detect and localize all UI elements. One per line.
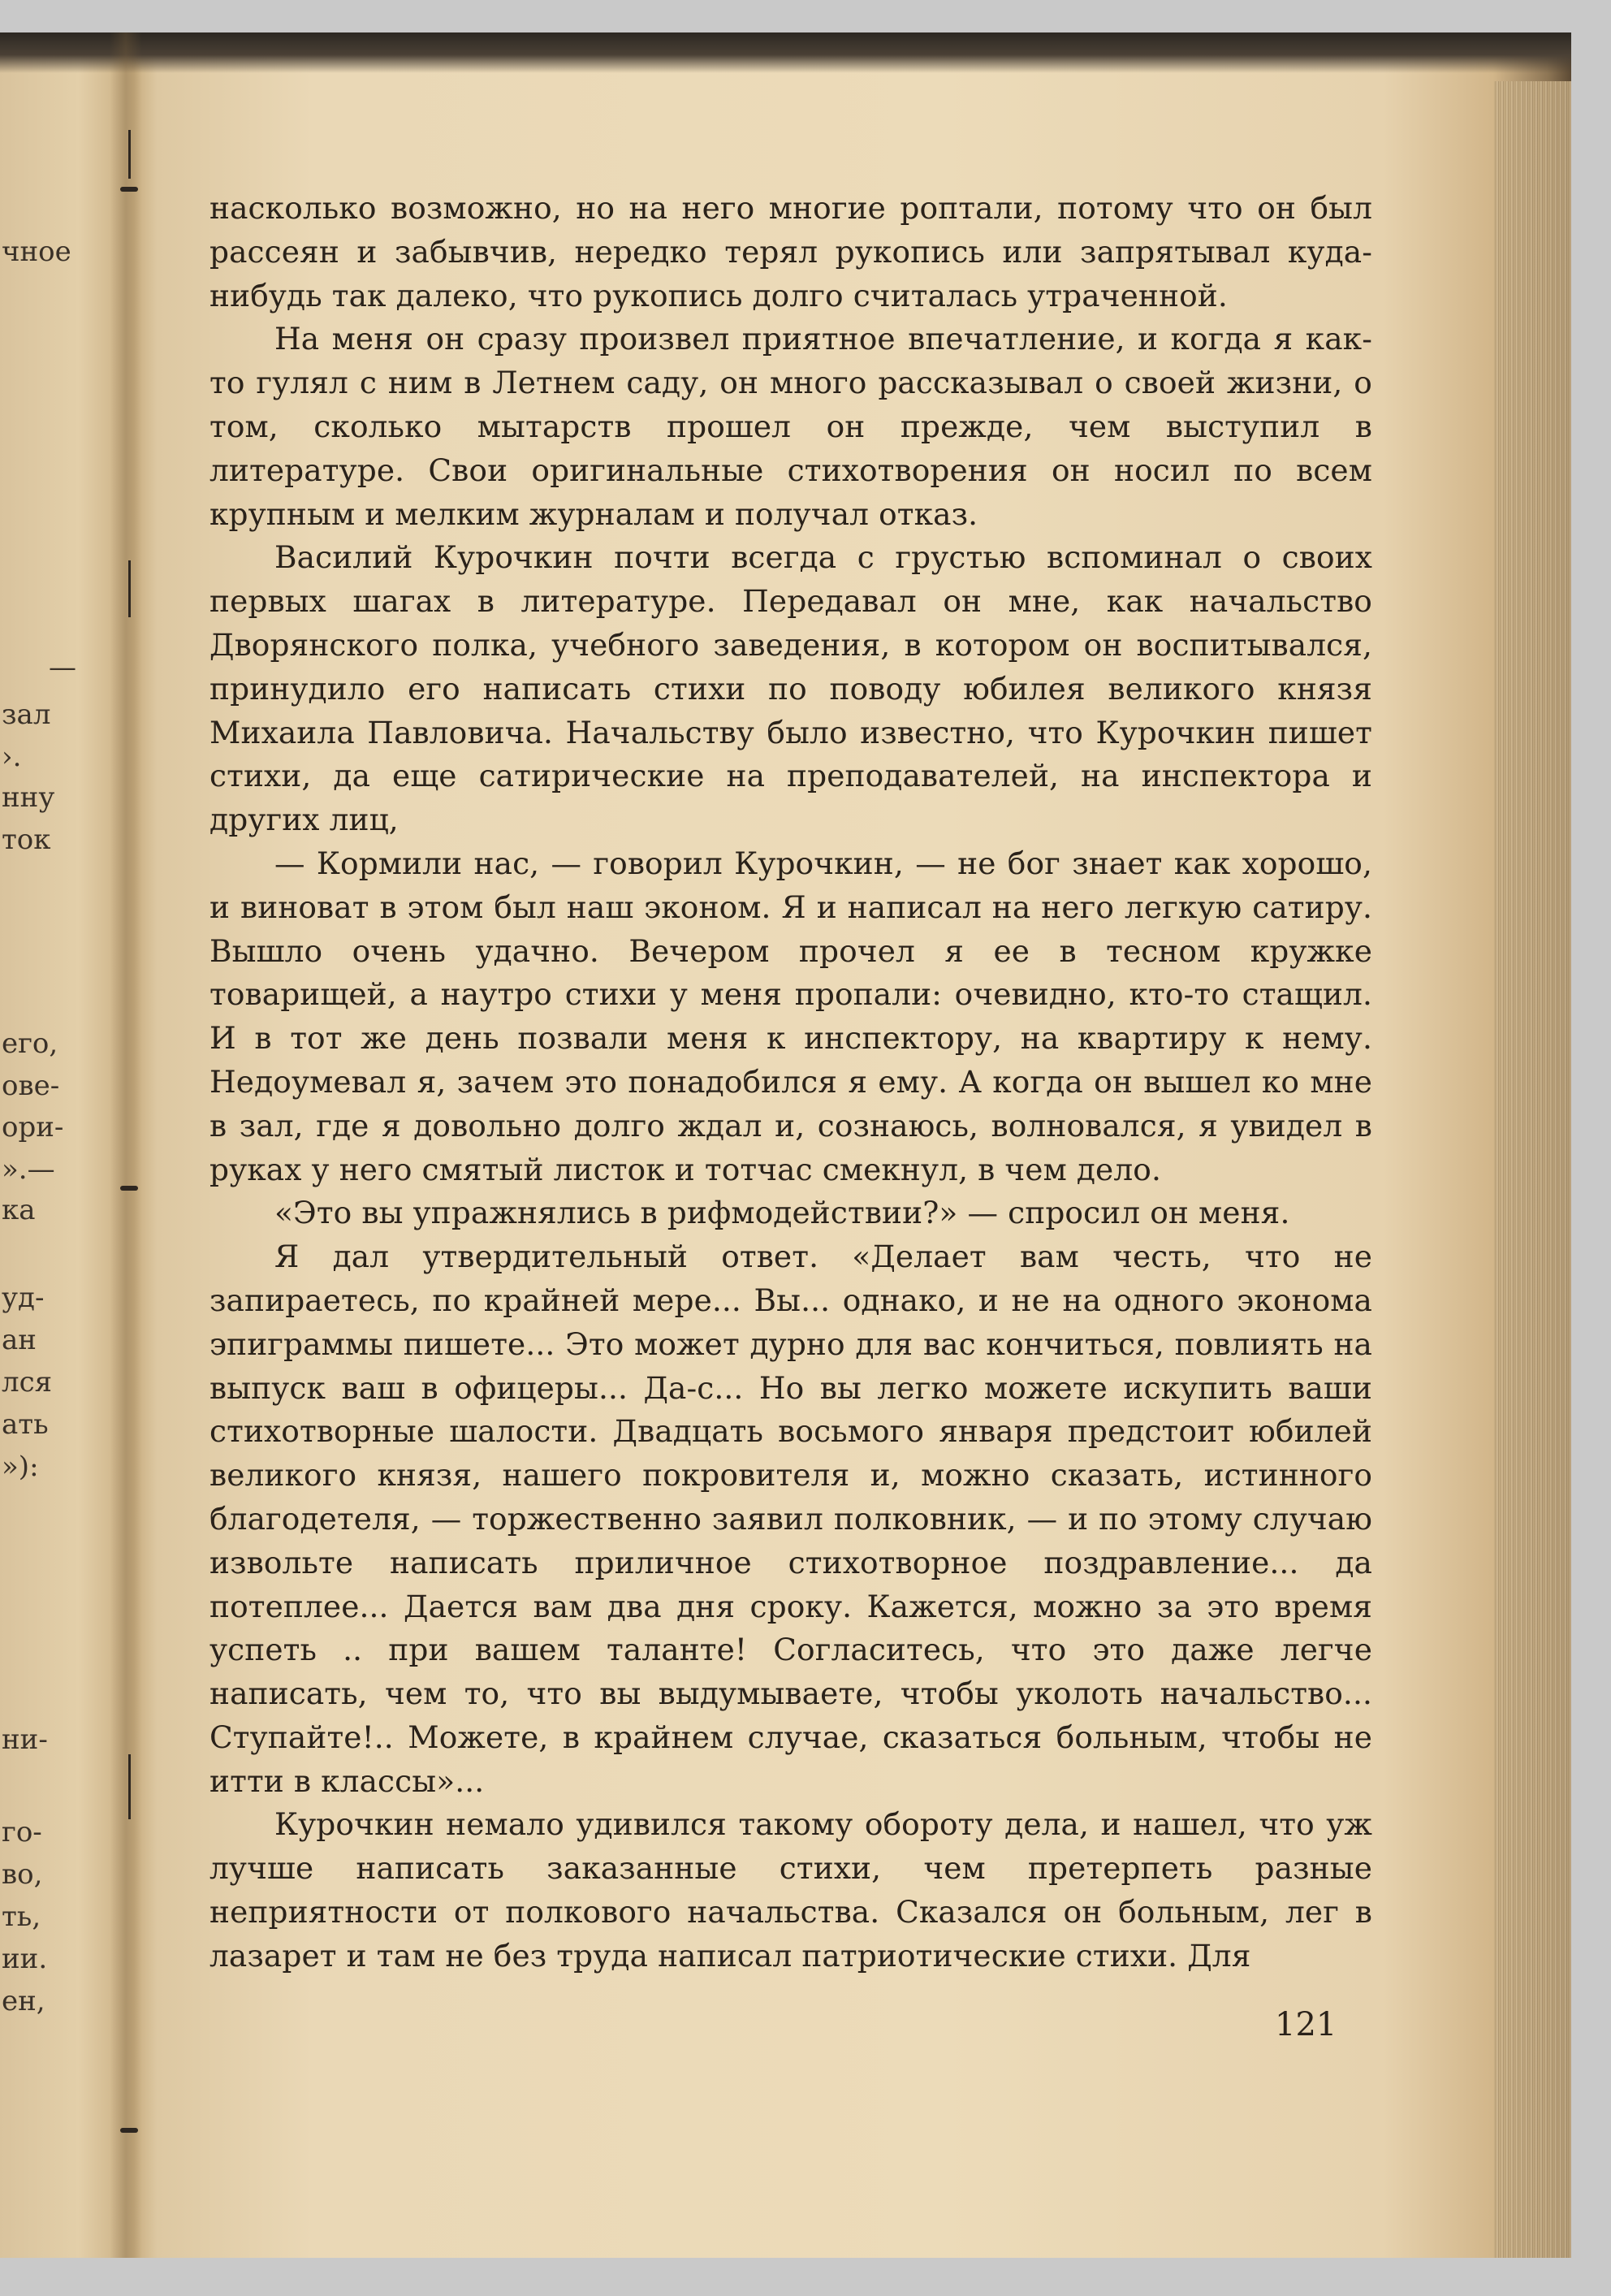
margin-fragment: нну	[2, 781, 55, 814]
margin-fragment: ать	[2, 1408, 49, 1441]
margin-fragment: ».—	[2, 1153, 55, 1186]
margin-fragment: ии.	[2, 1943, 48, 1975]
page-stack-edge	[1494, 81, 1571, 2258]
page-number: 121	[1275, 2006, 1337, 2043]
paragraph: Василий Курочкин почти всегда с грустью вспоминал о своих первых шагах в литературе. Передавал он мне, как начальство Дворянского полка, учебного заведения, в котором он воспитывался, принудило его написать стихи по поводу юбилея великого князя Михаила Павловича. Начальству было известно, что Курочкин пишет стихи, да еще сатирические на преподавателей, на инспектора и других лиц,	[209, 539, 1372, 838]
margin-fragment: ори-	[2, 1111, 64, 1144]
margin-fragment: ан	[2, 1324, 37, 1356]
top-edge-shadow	[0, 32, 1571, 73]
margin-fragment: ›.	[2, 741, 22, 773]
margin-fragment: ен,	[2, 1985, 45, 2017]
binding-stitch	[120, 2128, 138, 2133]
margin-fragment: ове-	[2, 1070, 60, 1102]
margin-fragment: ни-	[2, 1723, 48, 1756]
margin-fragment: зал	[2, 698, 51, 731]
margin-fragment: во,	[2, 1858, 43, 1891]
paragraph: Курочкин немало удивился такому обороту дела, и нашел, что уж лучше написать заказанные стихи, чем претерпеть разные неприятности от полкового начальства. Сказался он больным, лег в лазарет и там не без труда написал патриотические стихи. Для	[209, 1806, 1372, 1974]
margin-fragment: ть,	[2, 1900, 41, 1933]
margin-fragment: лся	[2, 1366, 53, 1399]
margin-fragment: »):	[2, 1451, 39, 1483]
binding-thread	[128, 1754, 131, 1819]
book-spine-gutter	[110, 32, 142, 2258]
paragraph: «Это вы упражнялись в рифмодействии?» — спросил он меня.	[274, 1195, 1290, 1231]
paragraph: На меня он сразу произвел приятное впечатление, и когда я как-то гулял с ним в Летнем саду, он много рассказывал о своей жизни, о том, сколько мытарств прошел он прежде, чем выступил в литературе. Свои оригинальные стихотворения он носил по всем крупным и мелким журналам и получал отказ.	[209, 321, 1372, 532]
binding-thread	[128, 560, 131, 617]
margin-fragment: —	[49, 651, 76, 684]
paragraph: Я дал утвердительный ответ. «Делает вам честь, что не запираетесь, по крайней мере... Вы... однако, и не на одного эконома эпиграммы пишете... Это может дурно для вас кончиться, повлиять на выпуск ваш в офицеры... Да-с... Но вы легко можете искупить ваши стихотворные шалости. Двадцать восьмого января предстоит юбилей великого князя, нашего покровителя и, можно сказать, истинного благодетеля, — торжественно заявил полковник, — и по этому случаю извольте написать приличное стихотворное поздравление... да потеплее... Дается вам два дня сроку. Кажется, можно за это время успеть .. при вашем таланте! Согласитесь, что это даже легче написать, чем то, что вы выдумываете, чтобы уколоть начальство... Ступайте!.. Можете, в крайнем случае, сказаться больным, чтобы не итти в классы»...	[209, 1239, 1372, 1799]
left-page-fragment	[0, 32, 97, 2258]
margin-fragment: уд-	[2, 1282, 45, 1314]
binding-stitch	[120, 187, 138, 192]
paragraph: — Кормили нас, — говорил Курочкин, — не бог знает как хорошо, и виноват в этом был наш эконом. Я и написал на него легкую сатиру. Вышло очень удачно. Вечером прочел я ее в тесном кружке товарищей, а наутро стихи у меня пропали: очевидно, кто-то стащил. И в тот же день позвали меня к инспектору, на квартиру к нему. Недоумевал я, зачем это понадобился я ему. А когда он вышел ко мне в зал, где я довольно долго ждал и, сознаюсь, волновался, я увидел в руках у него смятый листок и тотчас смекнул, в чем дело.	[209, 845, 1372, 1187]
margin-fragment: ка	[2, 1194, 36, 1226]
binding-stitch	[120, 1186, 138, 1191]
margin-fragment: го-	[2, 1816, 42, 1848]
margin-fragment: ток	[2, 824, 51, 856]
binding-thread	[128, 130, 131, 179]
margin-fragment: чное	[2, 236, 71, 268]
margin-fragment: его,	[2, 1027, 58, 1060]
page-body-text	[209, 187, 1372, 1978]
paragraph: насколько возможно, но на него многие роптали, потому что он был рассеян и забывчив, нередко терял рукопись или запрятывал куда-нибудь так далеко, что рукопись долго считалась утраченной.	[209, 190, 1372, 313]
